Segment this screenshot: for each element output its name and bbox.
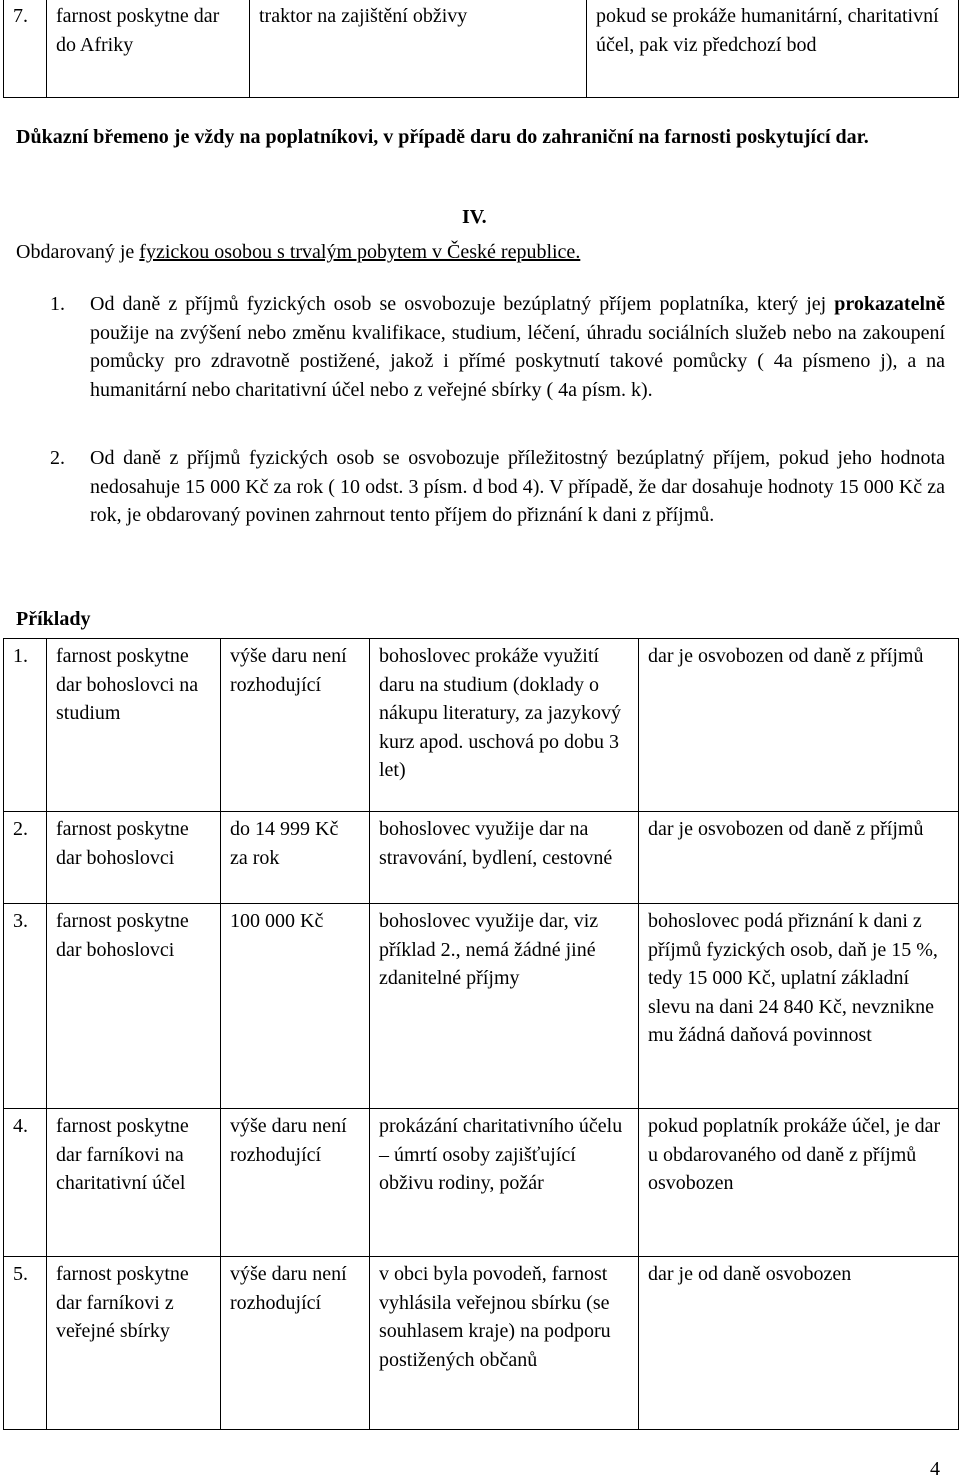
table-row: [4, 1109, 959, 1257]
top-table: [3, 0, 959, 98]
section-lead-underlined: fyzickou osobou s trvalým pobytem v České republice.: [139, 241, 581, 263]
list-item-number: 1.: [50, 293, 65, 315]
example-value: 100 000 Kč: [221, 904, 370, 1109]
list-item-text: Od daně z příjmů fyzických osob se osvobozuje příležitostný bezúplatný příjem, pokud jeho hodnota nedosahuje 15 000 Kč za rok ( 10 odst. 3 písm. d bod 4). V případě, že dar dosahuje hodnoty 15 000 Kč za rok, je obdarovaný povinen zahrnout tento příjem do přiznání k dani z příjmů.: [90, 447, 945, 526]
note-cell: pokud se prokáže humanitární, charitativní účel, pak viz předchozí bod: [587, 0, 959, 98]
example-number: 3.: [4, 904, 47, 1109]
section-lead-text: Obdarovaný je: [16, 241, 140, 263]
examples-heading: Příklady: [16, 608, 91, 630]
example-result: pokud poplatník prokáže účel, je dar u obdarovaného od daně z příjmů osvobozen: [639, 1109, 959, 1257]
example-result: dar je osvobozen od daně z příjmů: [639, 812, 959, 904]
examples-table: [3, 638, 959, 1430]
example-condition: bohoslovec využije dar, viz příklad 2., nemá žádné jiné zdanitelné příjmy: [370, 904, 639, 1109]
list-item-text: [90, 290, 945, 404]
table-row: [4, 639, 959, 812]
list-item-text-bold: prokazatelně: [834, 293, 945, 315]
list-item-text-pre: Od daně z příjmů fyzických osob se osvobozuje bezúplatný příjem poplatníka, který jej: [90, 293, 835, 315]
section-lead: [16, 238, 946, 267]
example-value: výše daru není rozhodující: [221, 1257, 370, 1430]
example-number: 2.: [4, 812, 47, 904]
example-condition: v obci byla povodeň, farnost vyhlásila veřejnou sbírku (se souhlasem kraje) na podporu postižených občanů: [370, 1257, 639, 1430]
list-item: [50, 290, 945, 435]
table-row: [4, 0, 959, 98]
gift-cell: traktor na zajištění obživy: [250, 0, 587, 98]
example-donor: farnost poskytne dar bohoslovci na studium: [47, 639, 221, 812]
example-donor: farnost poskytne dar bohoslovci: [47, 812, 221, 904]
table-row: [4, 812, 959, 904]
section-numeral: IV.: [462, 206, 487, 228]
page-number: 4: [930, 1458, 940, 1480]
list-item: [50, 444, 945, 559]
burden-of-proof: Důkazní břemeno je vždy na poplatníkovi, v případě daru do zahraniční na farnosti poskytující dar.: [16, 126, 869, 148]
example-result: dar je od daně osvobozen: [639, 1257, 959, 1430]
list-item-text-post: použije na zvýšení nebo změnu kvalifikace, studium, léčení, úhradu sociálních služeb nebo na zakoupení pomůcky pro zdravotně postižené, jakož i přímé poskytnutí takové pomůcky ( 4a písmeno j), a na humanitární nebo charitativní účel nebo z veřejné sbírky ( 4a písm. k).: [90, 321, 945, 401]
example-donor: farnost poskytne dar bohoslovci: [47, 904, 221, 1109]
table-row: [4, 904, 959, 1109]
list-item-number: 2.: [50, 447, 65, 469]
example-result: dar je osvobozen od daně z příjmů: [639, 639, 959, 812]
example-number: 1.: [4, 639, 47, 812]
example-value: výše daru není rozhodující: [221, 639, 370, 812]
donor-cell: farnost poskytne dar do Afriky: [47, 0, 250, 98]
example-condition: bohoslovec prokáže využití daru na studium (doklady o nákupu literatury, za jazykový kurz apod. uschová po dobu 3 let): [370, 639, 639, 812]
example-result: bohoslovec podá přiznání k dani z příjmů fyzických osob, daň je 15 %, tedy 15 000 Kč, uplatní základní slevu na dani 24 840 Kč, nevznikne mu žádná daňová povinnost: [639, 904, 959, 1109]
table-row: [4, 1257, 959, 1430]
example-number: 5.: [4, 1257, 47, 1430]
example-value: výše daru není rozhodující: [221, 1109, 370, 1257]
example-number: 4.: [4, 1109, 47, 1257]
example-condition: prokázání charitativního účelu – úmrtí osoby zajišťující obživu rodiny, požár: [370, 1109, 639, 1257]
example-donor: farnost poskytne dar farníkovi na charitativní účel: [47, 1109, 221, 1257]
row-number: 7.: [4, 0, 47, 98]
example-value: do 14 999 Kč za rok: [221, 812, 370, 904]
example-condition: bohoslovec využije dar na stravování, bydlení, cestovné: [370, 812, 639, 904]
example-donor: farnost poskytne dar farníkovi z veřejné sbírky: [47, 1257, 221, 1430]
